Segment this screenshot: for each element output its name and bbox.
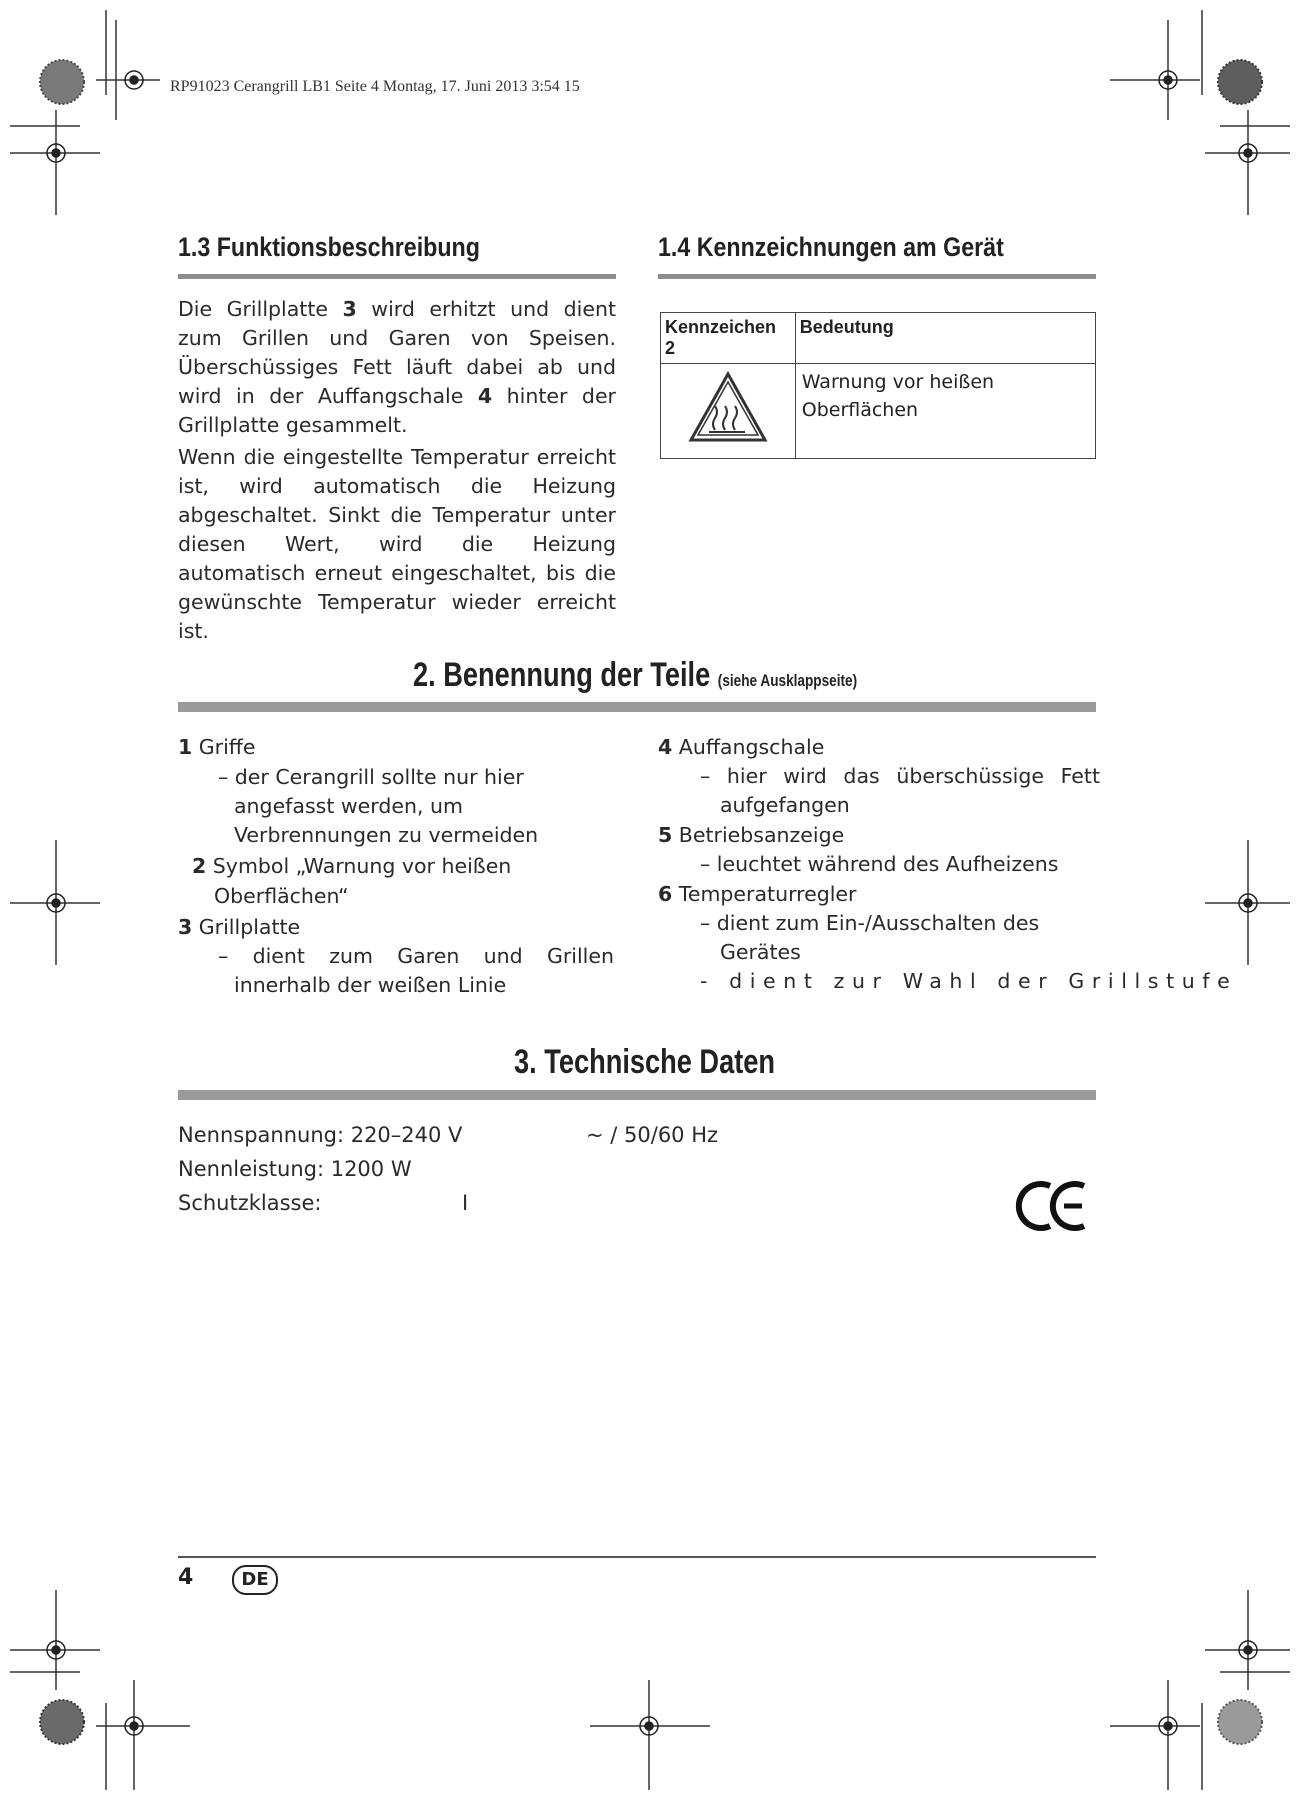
list-item: 6 Temperaturregler xyxy=(658,882,857,906)
column-header-symbol: Kennzeichen 2 xyxy=(661,313,796,364)
section-2-rule xyxy=(178,702,1096,712)
list-item: 3 Grillplatte xyxy=(178,915,301,939)
part-number: 4 xyxy=(477,384,493,408)
spec-class-value: I xyxy=(462,1191,469,1215)
page-number: 4 xyxy=(178,1565,194,1590)
list-item: 2 Symbol „Warnung vor heißen Oberflächen“ xyxy=(192,854,512,908)
list-subitem: – hier wird das überschüssige Fett aufgefangen xyxy=(700,764,1100,817)
symbol-cell xyxy=(661,364,796,459)
list-subitem: – der Cerangrill sollte nur hier angefasst werden, um Verbrennungen zu vermeiden xyxy=(218,765,539,847)
list-subitem: - dient zur Wahl der Grillstufe xyxy=(700,969,1238,993)
meaning-cell: Warnung vor heißen Oberflächen xyxy=(795,364,1095,459)
parts-list-right xyxy=(658,732,1238,996)
footer-rule xyxy=(178,1556,1096,1558)
section-3-rule xyxy=(178,1090,1096,1100)
spec-power: Nennleistung: 1200 W xyxy=(178,1157,412,1181)
section-1-3-rule xyxy=(178,274,616,279)
parts-list-left xyxy=(178,732,618,1000)
list-subitem: – dient zum Garen und Grillen innerhalb der weißen Linie xyxy=(218,944,614,997)
language-badge: DE xyxy=(232,1565,278,1595)
print-slug: RP91023 Cerangrill LB1 Seite 4 Montag, 17. Juni 2013 3:54 15 xyxy=(170,78,580,95)
section-1-3-paragraph-1: Die Grillplatte 3 wird erhitzt und dient zum Grillen und Garen von Speisen. Überschüssiges Fett läuft dabei ab und wird in der Auffangschale 4 hinter der Grillplatte gesammelt. xyxy=(178,297,616,437)
markings-table xyxy=(660,312,1096,459)
section-1-3-paragraph-2: Wenn die eingestellte Temperatur erreicht ist, wird automatisch die Heizung abgeschaltet. Sinkt die Temperatur unter diesen Wert, wird die Heizung automatisch erneut eingeschaltet, bis die gewünschte Temperatur wieder erreicht ist. xyxy=(178,445,616,643)
section-1-3-title: 1.3 Funktionsbeschreibung xyxy=(178,232,480,262)
list-item: 4 Auffangschale xyxy=(658,735,825,759)
list-subitem: – dient zum Ein-/Ausschalten des Gerätes xyxy=(700,911,1040,964)
section-3-title: 3. Technische Daten xyxy=(514,1043,776,1081)
column-header-meaning: Bedeutung xyxy=(795,313,1095,364)
list-item: 5 Betriebsanzeige xyxy=(658,823,845,847)
section-2-subtitle: (siehe Ausklappseite) xyxy=(717,671,858,690)
section-1-4-rule xyxy=(658,274,1096,279)
list-subitem: – leuchtet während des Aufheizens xyxy=(700,852,1059,876)
hot-surface-warning-icon xyxy=(685,368,771,446)
spec-frequency: ~ / 50/60 Hz xyxy=(586,1123,719,1147)
ce-mark-icon xyxy=(1020,1180,1090,1232)
section-1-4-title: 1.4 Kennzeichnungen am Gerät xyxy=(658,232,1004,262)
list-item: 1 Griffe xyxy=(178,735,256,759)
spec-class-label: Schutzklasse: xyxy=(178,1191,322,1215)
section-2-title: 2. Benennung der Teile (siehe Ausklappseite) xyxy=(413,656,858,694)
part-number: 3 xyxy=(342,297,357,321)
spec-voltage: Nennspannung: 220–240 V xyxy=(178,1123,463,1147)
